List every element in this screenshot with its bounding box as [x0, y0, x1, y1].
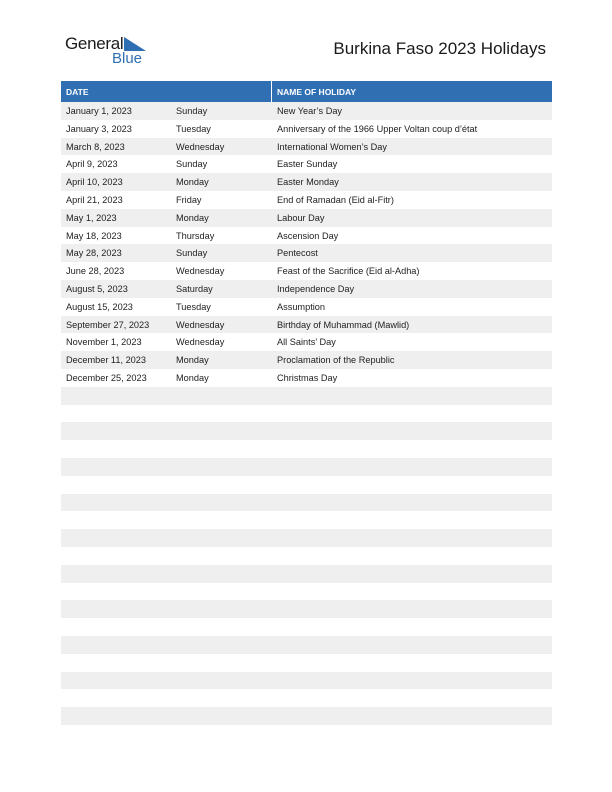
cell-day: Sunday [176, 159, 208, 170]
cell-day: Wednesday [176, 337, 225, 348]
cell-holiday-name: Labour Day [277, 212, 325, 223]
table-row [61, 138, 552, 156]
cell-date: September 27, 2023 [66, 319, 150, 330]
table-row [61, 280, 552, 298]
cell-day: Saturday [176, 283, 213, 294]
table-row-empty [61, 476, 552, 494]
cell-date: April 10, 2023 [66, 177, 123, 188]
cell-date: May 18, 2023 [66, 230, 122, 241]
table-row-empty [61, 405, 552, 423]
cell-day: Thursday [176, 230, 215, 241]
logo-triangle-icon [124, 37, 146, 51]
cell-holiday-name: All Saints’ Day [277, 337, 336, 348]
cell-holiday-name: Ascension Day [277, 230, 339, 241]
table-row [61, 351, 552, 369]
cell-date: August 15, 2023 [66, 301, 133, 312]
table-row-empty [61, 387, 552, 405]
cell-holiday-name: New Year’s Day [277, 106, 343, 116]
table-row [61, 316, 552, 334]
header-holiday-name: NAME OF HOLIDAY [277, 87, 357, 97]
table-row [61, 173, 552, 191]
table-row [61, 120, 552, 138]
table-row [61, 102, 552, 120]
cell-date: March 8, 2023 [66, 141, 125, 152]
table-row [61, 333, 552, 351]
cell-holiday-name: Easter Sunday [277, 159, 338, 170]
table-row-empty [61, 422, 552, 440]
header-date: DATE [66, 87, 89, 97]
cell-holiday-name: Anniversary of the 1966 Upper Voltan coup d’état [277, 123, 478, 134]
table-row-empty [61, 529, 552, 547]
cell-date: November 1, 2023 [66, 337, 142, 348]
table-row [61, 209, 552, 227]
cell-date: January 1, 2023 [66, 106, 132, 116]
table-row [61, 369, 552, 387]
cell-date: April 21, 2023 [66, 194, 123, 205]
cell-date: January 3, 2023 [66, 123, 132, 134]
cell-day: Sunday [176, 106, 208, 116]
cell-day: Monday [176, 212, 209, 223]
table-row-empty [61, 654, 552, 672]
table-row-empty [61, 565, 552, 583]
cell-day: Sunday [176, 248, 208, 259]
table-row-empty [61, 511, 552, 529]
cell-holiday-name: Proclamation of the Republic [277, 355, 395, 366]
table-row-empty [61, 547, 552, 565]
table-header [61, 81, 552, 102]
table-row [61, 155, 552, 173]
cell-holiday-name: Pentecost [277, 248, 318, 259]
logo-word-general: General [65, 34, 124, 53]
cell-date: December 11, 2023 [66, 355, 147, 366]
cell-holiday-name: Easter Monday [277, 177, 339, 188]
table-row-empty [61, 618, 552, 636]
table-row-empty [61, 458, 552, 476]
table-row [61, 244, 552, 262]
cell-date: May 28, 2023 [66, 248, 122, 259]
cell-day: Wednesday [176, 141, 225, 152]
cell-date: June 28, 2023 [66, 266, 125, 277]
cell-holiday-name: Assumption [277, 301, 326, 312]
cell-holiday-name: International Women’s Day [277, 141, 387, 152]
cell-day: Tuesday [176, 123, 211, 134]
cell-date: December 25, 2023 [66, 372, 147, 383]
table-row [61, 262, 552, 280]
cell-day: Tuesday [176, 301, 211, 312]
holiday-table [61, 81, 552, 725]
table-row-empty [61, 672, 552, 690]
table-row-empty [61, 494, 552, 512]
table-row-empty [61, 440, 552, 458]
cell-day: Monday [176, 372, 209, 383]
table-row-empty [61, 583, 552, 601]
cell-day: Wednesday [176, 319, 225, 330]
cell-holiday-name: Birthday of Muhammad (Mawlid) [277, 319, 410, 330]
table-row-empty [61, 636, 552, 654]
table-row-empty [61, 689, 552, 707]
cell-day: Wednesday [176, 266, 225, 277]
cell-date: August 5, 2023 [66, 283, 128, 294]
cell-date: May 1, 2023 [66, 212, 117, 223]
cell-day: Monday [176, 355, 209, 366]
page-title: Burkina Faso 2023 Holidays [333, 39, 546, 58]
table-row [61, 298, 552, 316]
table-row-empty [61, 707, 552, 725]
table-row-empty [61, 600, 552, 618]
cell-holiday-name: Feast of the Sacrifice (Eid al-Adha) [277, 266, 420, 277]
cell-day: Monday [176, 177, 209, 188]
cell-holiday-name: Independence Day [277, 283, 355, 294]
logo-word-blue: Blue [112, 50, 143, 67]
cell-holiday-name: End of Ramadan (Eid al-Fitr) [277, 194, 394, 205]
header-divider [271, 81, 272, 102]
generalblue-logo [65, 34, 155, 68]
cell-date: April 9, 2023 [66, 159, 118, 170]
cell-day: Friday [176, 194, 202, 205]
table-row [61, 191, 552, 209]
table-body [61, 102, 552, 725]
cell-holiday-name: Christmas Day [277, 372, 338, 383]
table-row [61, 227, 552, 245]
